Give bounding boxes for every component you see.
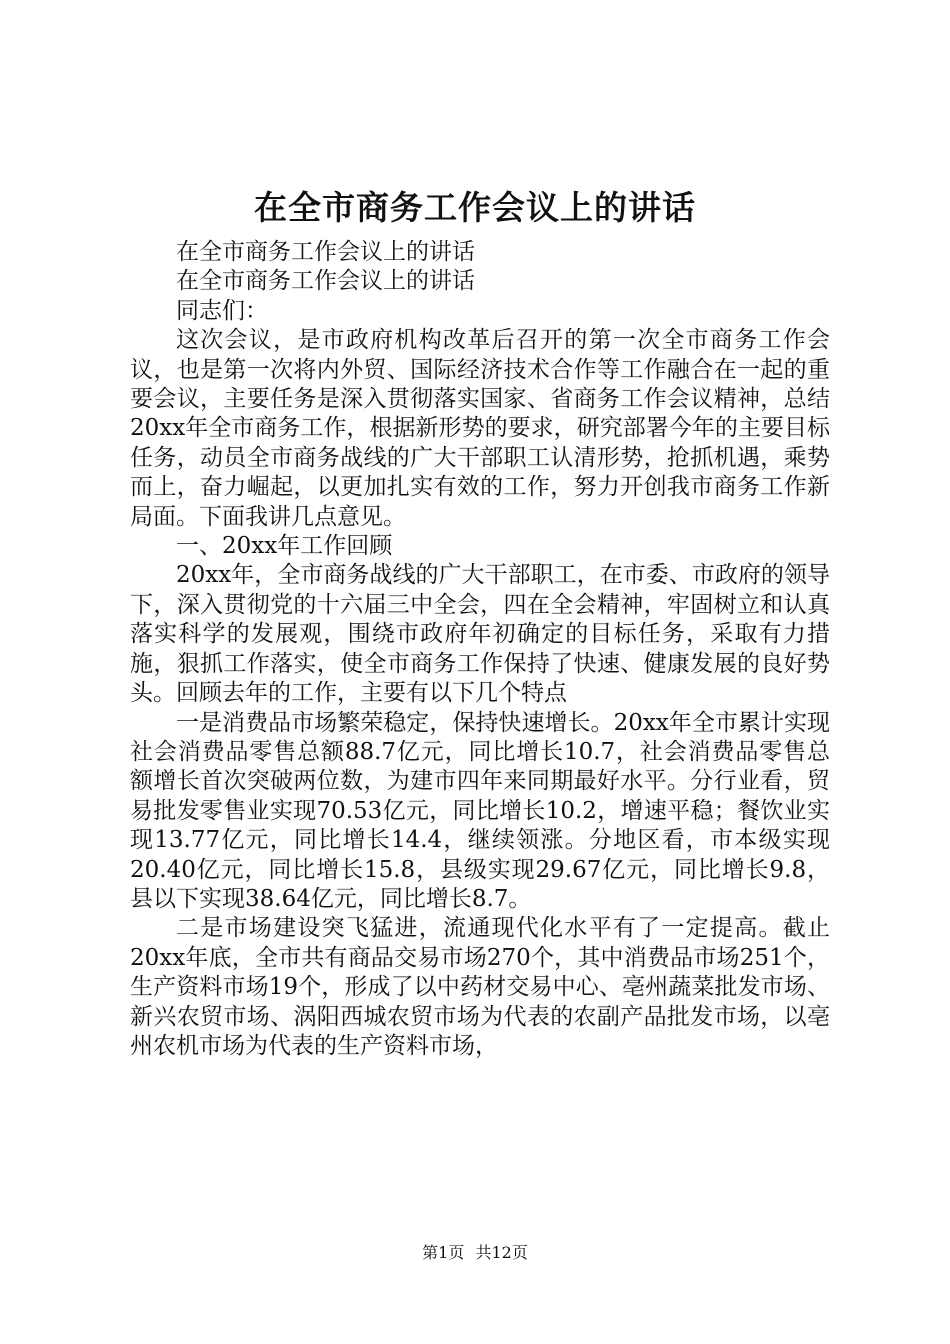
page-number: 第1页 xyxy=(422,1243,465,1262)
paragraph: 这次会议，是市政府机构改革后召开的第一次全市商务工作会议，也是第一次将内外贸、国际经济技术合作等工作融合在一起的重要会议，主要任务是深入贯彻落实国家、省商务工作会议精神，总结20xx年全市商务工作，根据新形势的要求，研究部署今年的主要目标任务，动员全市商务战线的广大干部职工认清形势，抢抓机遇，乘势而上，奋力崛起，以更加扎实有效的工作，努力开创我市商务工作新局面。下面我讲几点意见。 xyxy=(130,327,830,530)
paragraph: 在全市商务工作会议上的讲话 xyxy=(176,268,475,295)
section-heading: 一、20xx年工作回顾 xyxy=(176,533,393,560)
paragraph: 20xx年，全市商务战线的广大干部职工，在市委、市政府的领导下，深入贯彻党的十六届三中全会，四在全会精神，牢固树立和认真落实科学的发展观，围绕市政府年初确定的目标任务，采取有力措施，狠抓工作落实，使全市商务工作保持了快速、健康发展的良好势头。回顾去年的工作，主要有以下几个特点 xyxy=(130,562,830,707)
paragraph: 在全市商务工作会议上的讲话 xyxy=(176,239,475,265)
page-total: 共12页 xyxy=(475,1243,528,1262)
page-footer xyxy=(0,1242,950,1264)
document-body xyxy=(130,238,830,1061)
paragraph: 一是消费品市场繁荣稳定，保持快速增长。20xx年全市累计实现社会消费品零售总额88.7亿元，同比增长10.7，社会消费品零售总额增长首次突破两位数，为建市四年来同期最好水平。分行业看，贸易批发零售业实现70.53亿元，同比增长10.2，增速平稳；餐饮业实现13.77亿元，同比增长14.4，继续领涨。分地区看，市本级实现20.40亿元，同比增长15.8，县级实现29.67亿元，同比增长9.8，县以下实现38.64亿元，同比增长8.7。 xyxy=(130,709,830,912)
paragraph: 二是市场建设突飞猛进，流通现代化水平有了一定提高。截止20xx年底，全市共有商品交易市场270个，其中消费品市场251个，生产资料市场19个，形成了以中药材交易中心、亳州蔬菜批发市场、新兴农贸市场、涡阳西城农贸市场为代表的农副产品批发市场，以亳州农机市场为代表的生产资料市场， xyxy=(130,915,830,1059)
document-title: 在全市商务工作会议上的讲话 xyxy=(254,188,696,227)
paragraph: 同志们： xyxy=(176,297,268,324)
